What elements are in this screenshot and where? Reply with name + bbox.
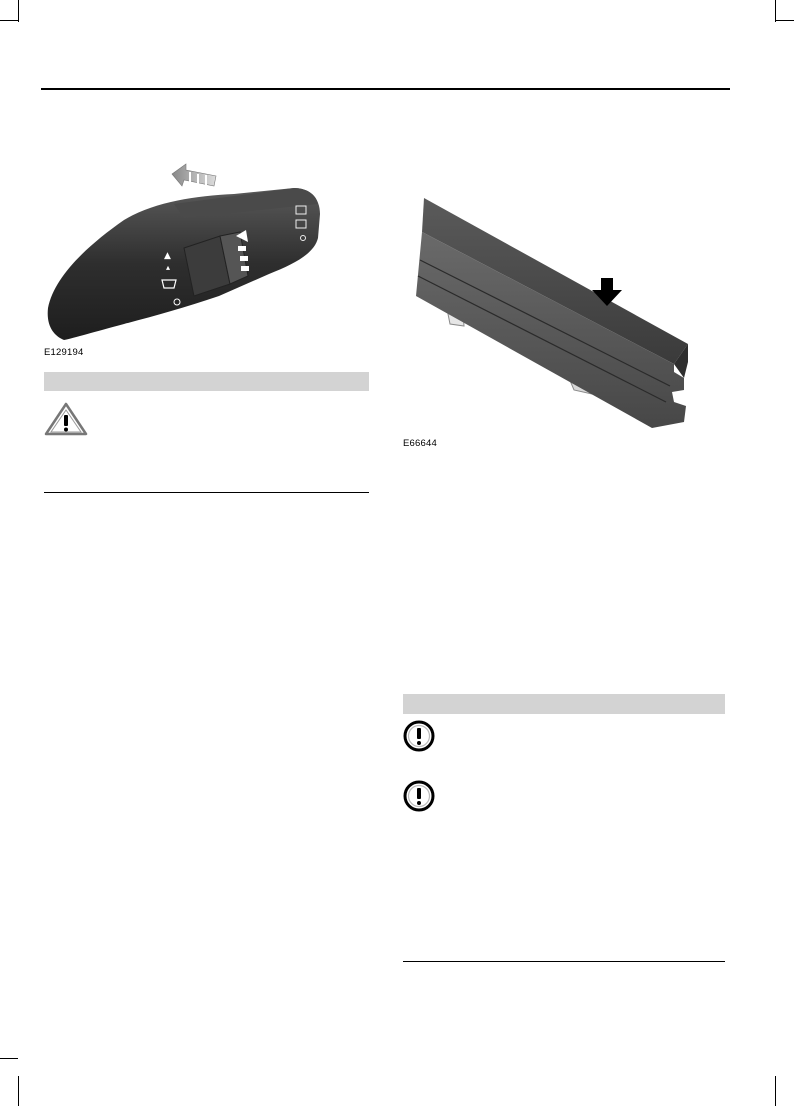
figure-code: E66644 xyxy=(403,438,437,449)
wiper-stalk-figure xyxy=(44,158,334,346)
crop-mark xyxy=(0,1058,18,1059)
crop-mark xyxy=(775,0,776,22)
caution-circle-icon xyxy=(403,720,435,752)
crop-mark xyxy=(776,20,794,21)
warning-triangle-icon xyxy=(44,402,88,436)
warning-heading-band xyxy=(44,372,369,391)
caution-circle-icon xyxy=(403,780,435,812)
crop-mark xyxy=(775,1076,776,1106)
crop-mark xyxy=(18,0,19,22)
caution-heading-band xyxy=(403,694,725,714)
figure-code: E129194 xyxy=(44,347,84,358)
push-arrow-icon xyxy=(172,164,216,186)
svg-text:▴: ▴ xyxy=(166,263,171,272)
wiper-blade-illustration xyxy=(404,196,704,436)
section-rule xyxy=(403,961,725,962)
header-rule xyxy=(41,88,730,90)
wiper-blade-figure xyxy=(404,196,704,436)
svg-text:▲: ▲ xyxy=(164,251,171,261)
section-rule xyxy=(44,492,369,493)
wiper-stalk-illustration xyxy=(44,158,334,346)
crop-mark xyxy=(18,1076,19,1106)
crop-mark xyxy=(0,20,18,21)
